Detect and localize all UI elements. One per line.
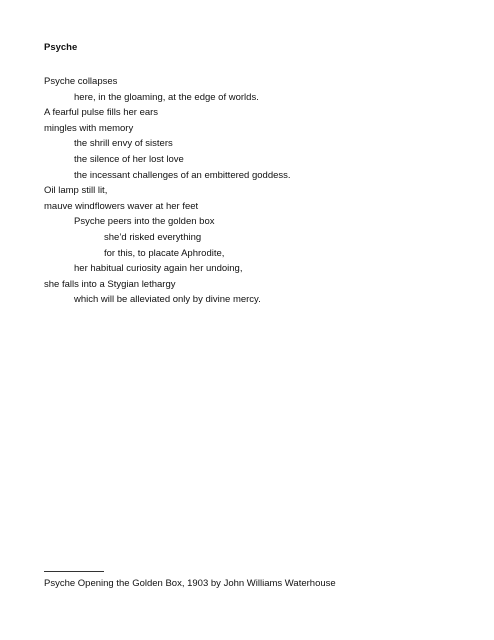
poem-line: which will be alleviated only by divine mercy.: [74, 294, 261, 306]
poem-line: she falls into a Stygian lethargy: [44, 278, 176, 290]
poem-line: the incessant challenges of an embittered goddess.: [74, 169, 291, 181]
poem-line: the shrill envy of sisters: [74, 138, 173, 150]
poem-line: Psyche collapses: [44, 76, 118, 87]
poem-title: Psyche: [44, 42, 78, 53]
poem-line: Psyche peers into the golden box: [74, 216, 215, 228]
footnote: Psyche Opening the Golden Box, 1903 by John Williams Waterhouse: [44, 578, 336, 589]
poem-line: mauve windflowers waver at her feet: [44, 200, 199, 212]
poem-line: A fearful pulse fills her ears: [44, 107, 159, 119]
poem-line: Oil lamp still lit,: [44, 185, 108, 197]
poem-body: [44, 74, 464, 308]
poem-line: mingles with memory: [44, 122, 134, 134]
poem-line: here, in the gloaming, at the edge of worlds.: [74, 91, 259, 103]
poem-line: her habitual curiosity again her undoing,: [74, 263, 243, 275]
poem-line: for this, to placate Aphrodite,: [104, 247, 225, 259]
poem-line: the silence of her lost love: [74, 153, 184, 165]
poem-line: she’d risked everything: [104, 231, 202, 243]
footnote-separator: [44, 571, 104, 572]
